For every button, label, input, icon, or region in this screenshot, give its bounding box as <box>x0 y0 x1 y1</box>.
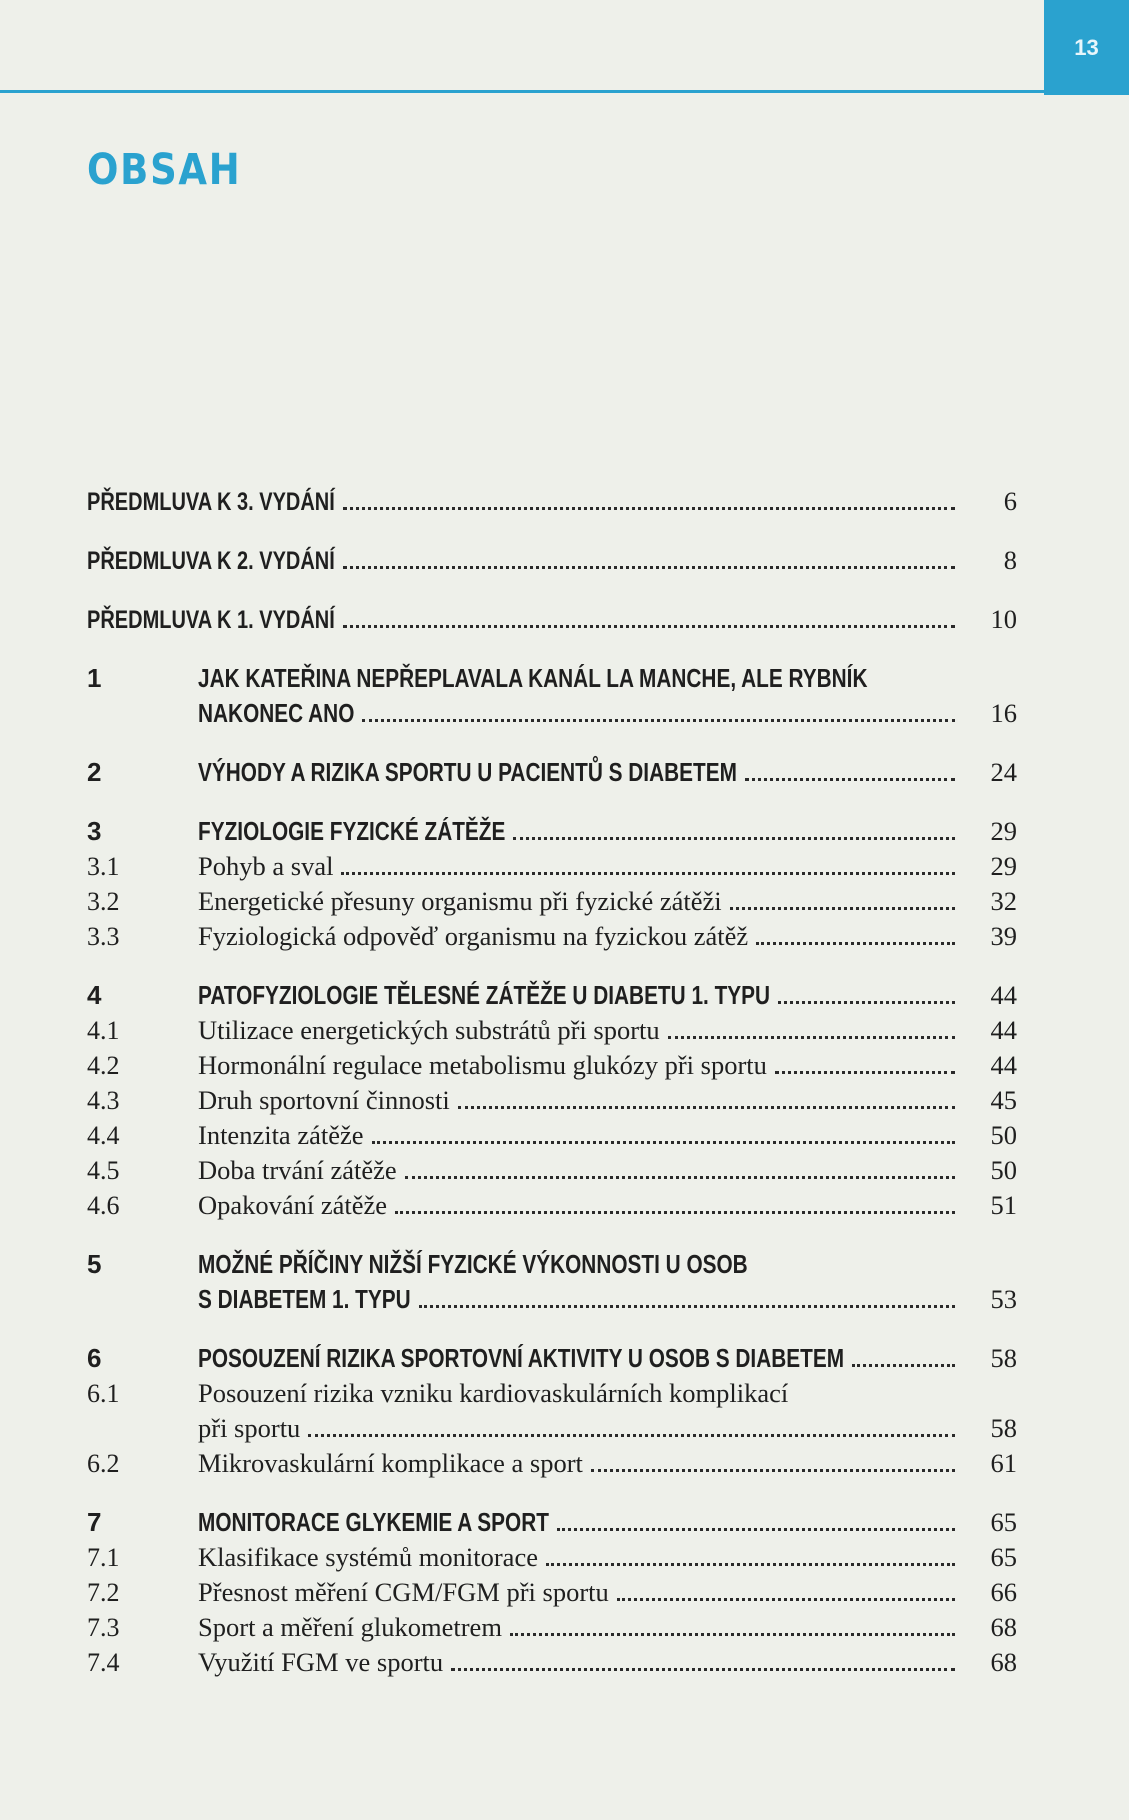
toc-row <box>87 851 1017 886</box>
toc-entry-text <box>198 1542 965 1573</box>
toc-entry-number: 1 <box>87 663 102 693</box>
toc-entry-chapter <box>87 663 1017 733</box>
toc-entry-label: Posouzení rizika vzniku kardiovaskulárních komplikací <box>198 1378 789 1408</box>
toc-entry-number: 4.4 <box>87 1121 120 1150</box>
toc-entry-label: JAK KATEŘINA NEPŘEPLAVALA KANÁL LA MANCHE, ALE RYBNÍK <box>198 663 868 693</box>
toc-entry-preface <box>87 545 1017 580</box>
toc-entry-label: PŘEDMLUVA K 3. VYDÁNÍ <box>87 488 335 516</box>
toc-row <box>87 1378 1017 1413</box>
toc-row <box>87 921 1017 956</box>
toc-entry-text <box>198 1577 965 1608</box>
toc-entry-number: 4.2 <box>87 1051 120 1080</box>
toc-entry-text <box>198 757 965 788</box>
toc-page-number: 29 <box>990 851 1017 881</box>
toc-page-number: 44 <box>990 980 1017 1010</box>
dot-leader <box>756 942 955 945</box>
toc-entry-text <box>198 1378 1017 1409</box>
dot-leader <box>668 1036 955 1039</box>
toc-row <box>87 1507 1017 1542</box>
toc-entry-label: Přesnost měření CGM/FGM při sportu <box>198 1577 609 1607</box>
toc-page-number: 51 <box>990 1190 1017 1220</box>
toc-entry-label: Intenzita zátěže <box>198 1120 364 1150</box>
dot-leader <box>591 1469 955 1472</box>
dot-leader <box>343 507 955 510</box>
toc-entry-text <box>198 851 965 882</box>
toc-row <box>87 757 1017 792</box>
toc-row <box>87 1249 1017 1284</box>
toc-entry-label-continued: S DIABETEM 1. TYPU <box>198 1284 411 1314</box>
toc-entry-label: VÝHODY A RIZIKA SPORTU U PACIENTŮ S DIABETEM <box>198 757 737 787</box>
toc-entry-section <box>87 851 1017 886</box>
toc-entry-text <box>198 1249 1017 1280</box>
dot-leader <box>557 1528 955 1531</box>
toc-entry-number: 4.6 <box>87 1191 120 1220</box>
toc-entry-label: Mikrovaskulární komplikace a sport <box>198 1448 583 1478</box>
toc-entry-label: FYZIOLOGIE FYZICKÉ ZÁTĚŽE <box>198 816 506 846</box>
toc-row <box>87 1015 1017 1050</box>
toc-row <box>87 1577 1017 1612</box>
toc-page-number: 16 <box>990 698 1017 728</box>
toc-page-number: 44 <box>990 1015 1017 1045</box>
toc-entry-text <box>198 1413 965 1444</box>
toc-row-continued <box>87 1413 1017 1448</box>
toc-entry-number: 4.3 <box>87 1086 120 1115</box>
toc-page-number: 8 <box>1003 545 1017 575</box>
toc-entry-section <box>87 1448 1017 1483</box>
toc-entry-text <box>198 1085 965 1116</box>
toc-entry-section <box>87 1577 1017 1612</box>
toc-entry-number: 4.5 <box>87 1156 120 1185</box>
toc-entry-chapter <box>87 1343 1017 1378</box>
toc-entry-chapter <box>87 757 1017 792</box>
toc-entry-label-continued: při sportu <box>198 1413 301 1443</box>
toc-row <box>87 1542 1017 1577</box>
toc-entry-label: PŘEDMLUVA K 1. VYDÁNÍ <box>87 606 335 634</box>
toc-entry-text <box>198 921 965 952</box>
dot-leader <box>745 778 955 781</box>
toc-entry-text <box>198 1284 965 1315</box>
toc-entry-label: Energetické přesuny organismu při fyzické zátěži <box>198 886 722 916</box>
toc-row-continued <box>87 1284 1017 1319</box>
toc-page-number: 53 <box>990 1284 1017 1314</box>
toc-entry-text <box>198 886 965 917</box>
toc-row <box>87 545 1017 580</box>
toc-spacer <box>87 733 1017 757</box>
toc-page-number: 66 <box>990 1577 1017 1607</box>
toc-entry-number: 7.4 <box>87 1648 120 1677</box>
toc-entry-section <box>87 886 1017 921</box>
toc-entry-section <box>87 1190 1017 1225</box>
toc-entry-label: POSOUZENÍ RIZIKA SPORTOVNÍ AKTIVITY U OSOB S DIABETEM <box>198 1343 845 1373</box>
toc-entry-text <box>198 663 1017 694</box>
toc-entry-text <box>198 1647 965 1678</box>
toc-entry-text <box>198 1015 965 1046</box>
toc-page-number: 10 <box>990 604 1017 634</box>
toc-page-number: 6 <box>1003 486 1017 516</box>
toc-entry-label-continued: NAKONEC ANO <box>198 698 355 728</box>
dot-leader <box>546 1563 955 1566</box>
toc-entry-text <box>198 1050 965 1081</box>
toc-entry-number: 2 <box>87 757 102 787</box>
dot-leader <box>730 907 955 910</box>
toc-page-number: 58 <box>990 1413 1017 1443</box>
dot-leader <box>617 1598 955 1601</box>
dot-leader <box>343 625 955 628</box>
dot-leader <box>419 1305 955 1308</box>
toc-entry-label: MOŽNÉ PŘÍČINY NIŽŠÍ FYZICKÉ VÝKONNOSTI U OSOB <box>198 1249 748 1279</box>
toc-row <box>87 980 1017 1015</box>
toc-row <box>87 1050 1017 1085</box>
toc-page-number: 68 <box>990 1612 1017 1642</box>
toc-spacer <box>87 580 1017 604</box>
dot-leader <box>510 1633 955 1636</box>
toc-entry-label: MONITORACE GLYKEMIE A SPORT <box>198 1507 549 1537</box>
toc-entry-preface <box>87 604 1017 639</box>
dot-leader <box>308 1434 955 1437</box>
toc-page-number: 24 <box>990 757 1017 787</box>
dot-leader <box>458 1106 955 1109</box>
toc-entry-number: 3.1 <box>87 852 120 881</box>
table-of-contents <box>87 486 1017 1682</box>
toc-spacer <box>87 1319 1017 1343</box>
dot-leader <box>343 566 955 569</box>
toc-row <box>87 1190 1017 1225</box>
toc-row <box>87 604 1017 639</box>
toc-entry-number: 6.1 <box>87 1379 120 1408</box>
toc-row <box>87 1085 1017 1120</box>
toc-entry-text <box>198 980 965 1011</box>
toc-entry-number: 3.2 <box>87 887 120 916</box>
toc-entry-text <box>87 547 965 576</box>
toc-entry-number: 5 <box>87 1249 102 1279</box>
toc-page-number: 65 <box>990 1542 1017 1572</box>
toc-entry-label: Sport a měření glukometrem <box>198 1612 502 1642</box>
toc-page-number: 29 <box>990 816 1017 846</box>
toc-row <box>87 1612 1017 1647</box>
toc-entry-label: Klasifikace systémů monitorace <box>198 1542 538 1572</box>
toc-row <box>87 1647 1017 1682</box>
toc-row <box>87 1155 1017 1190</box>
toc-entry-section <box>87 1378 1017 1448</box>
toc-entry-number: 6.2 <box>87 1449 120 1478</box>
toc-entry-chapter <box>87 1507 1017 1542</box>
page-title: OBSAH <box>87 145 242 195</box>
toc-entry-number: 4.1 <box>87 1016 120 1045</box>
toc-row <box>87 886 1017 921</box>
toc-entry-preface <box>87 486 1017 521</box>
toc-entry-number: 3 <box>87 816 102 846</box>
toc-entry-section <box>87 1120 1017 1155</box>
toc-page-number: 32 <box>990 886 1017 916</box>
toc-entry-label: Doba trvání zátěže <box>198 1155 397 1185</box>
dot-leader <box>513 837 955 840</box>
toc-spacer <box>87 792 1017 816</box>
toc-entry-label: PŘEDMLUVA K 2. VYDÁNÍ <box>87 547 335 575</box>
toc-entry-text <box>198 1612 965 1643</box>
dot-leader <box>395 1211 955 1214</box>
toc-spacer <box>87 521 1017 545</box>
toc-entry-section <box>87 1015 1017 1050</box>
toc-entry-section <box>87 1647 1017 1682</box>
toc-entry-section <box>87 1085 1017 1120</box>
toc-entry-number: 6 <box>87 1343 102 1373</box>
toc-entry-text <box>87 488 965 517</box>
dot-leader <box>372 1141 956 1144</box>
toc-entry-text <box>87 606 965 635</box>
toc-entry-label: Pohyb a sval <box>198 851 334 881</box>
toc-spacer <box>87 639 1017 663</box>
dot-leader <box>341 872 955 875</box>
toc-entry-label: PATOFYZIOLOGIE TĚLESNÉ ZÁTĚŽE U DIABETU 1. TYPU <box>198 980 771 1010</box>
toc-entry-label: Druh sportovní činnosti <box>198 1085 450 1115</box>
toc-spacer <box>87 1225 1017 1249</box>
toc-entry-chapter <box>87 1249 1017 1319</box>
toc-entry-chapter <box>87 980 1017 1015</box>
page-number: 13 <box>1074 34 1099 60</box>
toc-entry-chapter <box>87 816 1017 851</box>
toc-entry-section <box>87 1050 1017 1085</box>
toc-entry-section <box>87 1612 1017 1647</box>
toc-entry-text <box>198 1120 965 1151</box>
toc-entry-number: 4 <box>87 980 102 1010</box>
toc-entry-number: 7.2 <box>87 1578 120 1607</box>
toc-entry-number: 7.3 <box>87 1613 120 1642</box>
toc-page-number: 50 <box>990 1155 1017 1185</box>
dot-leader <box>852 1364 955 1367</box>
toc-page-number: 44 <box>990 1050 1017 1080</box>
toc-entry-section <box>87 1155 1017 1190</box>
toc-row-continued <box>87 698 1017 733</box>
toc-entry-text <box>198 1343 965 1374</box>
toc-entry-text <box>198 1190 965 1221</box>
toc-entry-section <box>87 1542 1017 1577</box>
dot-leader <box>778 1001 955 1004</box>
header-rule <box>0 90 1045 93</box>
toc-entry-label: Utilizace energetických substrátů při sportu <box>198 1015 660 1045</box>
toc-page-number: 45 <box>990 1085 1017 1115</box>
toc-entry-number: 7 <box>87 1507 102 1537</box>
toc-page-number: 68 <box>990 1647 1017 1677</box>
toc-page-number: 50 <box>990 1120 1017 1150</box>
toc-row <box>87 1343 1017 1378</box>
dot-leader <box>405 1176 955 1179</box>
toc-entry-label: Hormonální regulace metabolismu glukózy při sportu <box>198 1050 767 1080</box>
toc-entry-label: Využití FGM ve sportu <box>198 1647 444 1677</box>
toc-entry-text <box>198 1507 965 1538</box>
toc-row <box>87 1448 1017 1483</box>
dot-leader <box>362 719 955 722</box>
toc-entry-number: 3.3 <box>87 922 120 951</box>
toc-entry-number: 7.1 <box>87 1543 120 1572</box>
toc-row <box>87 816 1017 851</box>
toc-entry-text <box>198 816 965 847</box>
toc-entry-text <box>198 1155 965 1186</box>
toc-entry-label: Opakování zátěže <box>198 1190 388 1220</box>
toc-row <box>87 486 1017 521</box>
toc-entry-text <box>198 698 965 729</box>
dot-leader <box>775 1071 955 1074</box>
toc-page-number: 58 <box>990 1343 1017 1373</box>
toc-entry-text <box>198 1448 965 1479</box>
toc-page-number: 39 <box>990 921 1017 951</box>
toc-page-number: 65 <box>990 1507 1017 1537</box>
toc-entry-label: Fyziologická odpověď organismu na fyzickou zátěž <box>198 921 749 951</box>
toc-page-number: 61 <box>990 1448 1017 1478</box>
toc-spacer <box>87 956 1017 980</box>
toc-row <box>87 1120 1017 1155</box>
page-number-tab <box>1044 0 1129 95</box>
toc-entry-section <box>87 921 1017 956</box>
toc-spacer <box>87 1483 1017 1507</box>
dot-leader <box>451 1668 955 1671</box>
toc-row <box>87 663 1017 698</box>
